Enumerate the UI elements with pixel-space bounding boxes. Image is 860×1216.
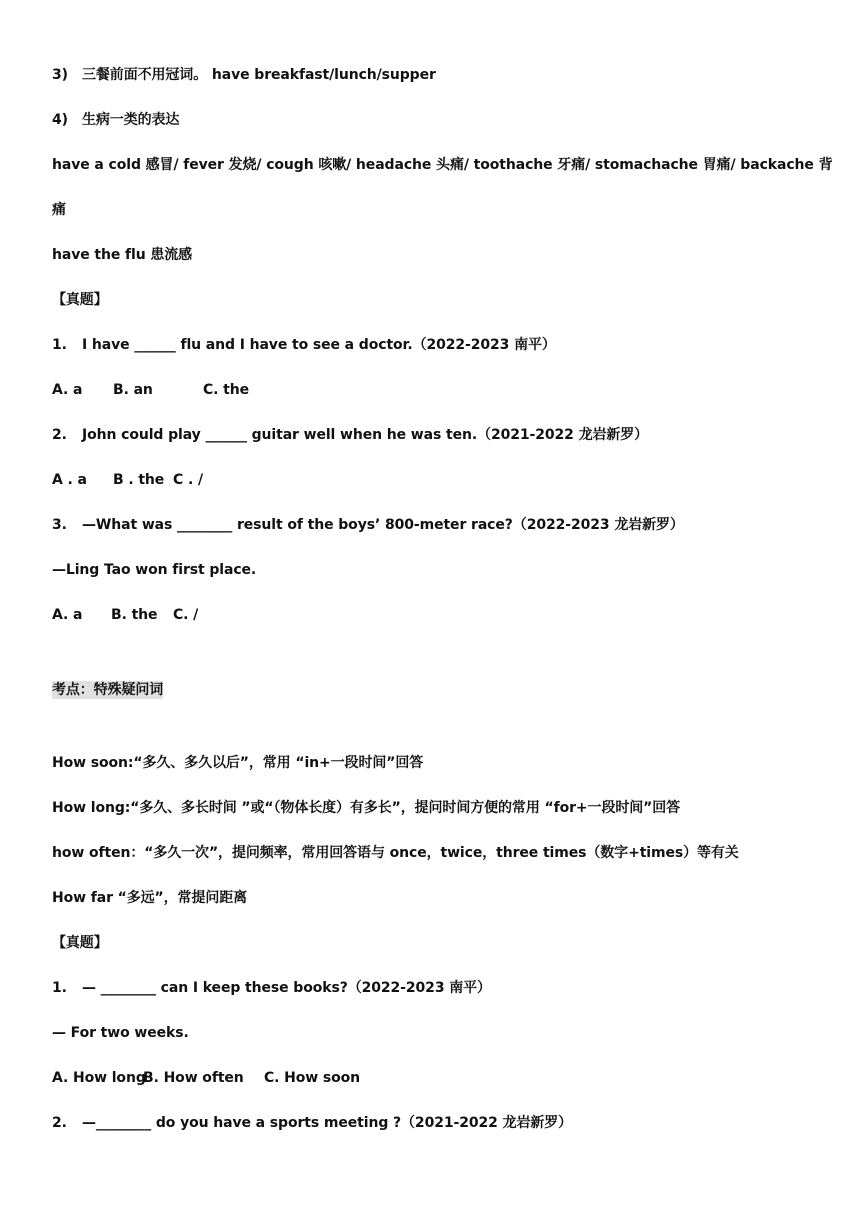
question-4-number: 1. xyxy=(52,980,67,996)
rule-3-number: 3) xyxy=(52,67,68,83)
rule-3-text: 三餐前面不用冠词。 have breakfast/lunch/supper xyxy=(82,67,436,83)
rule-3-line xyxy=(52,65,436,85)
question-1-option-c: C. the xyxy=(203,382,250,398)
how-soon-explanation: How soon:“多久、多久以后”，常用 “in+一段时间”回答 xyxy=(52,755,424,771)
question-2-option-c: C . / xyxy=(173,472,203,488)
rule-4-text: 生病一类的表达 xyxy=(82,112,180,128)
question-4-options xyxy=(52,1068,360,1088)
illness-expressions-continued: 痛 xyxy=(52,202,66,218)
section-heading-text: 考点：特殊疑问词 xyxy=(52,682,164,698)
question-4-option-c: C. How soon xyxy=(264,1070,361,1086)
question-3-number: 3. xyxy=(52,517,67,533)
question-4-option-b: B. How often xyxy=(143,1070,244,1086)
question-2-text: John could play ______ guitar well when he was ten.（2021-2022 龙岩新罗） xyxy=(82,427,649,443)
how-often-explanation: how often：“多久一次”，提问频率，常用回答语与 once，twice，three times（数字+times）等有关 xyxy=(52,845,739,861)
question-3-options xyxy=(52,605,198,625)
question-4-answer: — For two weeks. xyxy=(52,1025,189,1041)
question-3-option-b: B. the xyxy=(111,607,158,623)
flu-expression-line: have the flu 患流感 xyxy=(52,247,193,263)
illness-expressions-line: have a cold 感冒/ fever 发烧/ cough 咳嗽/ headache 头痛/ toothache 牙痛/ stomachache 胃痛/ backache 背 xyxy=(52,157,833,173)
question-5-text: —________ do you have a sports meeting ?（2021-2022 龙岩新罗） xyxy=(82,1115,573,1131)
question-5-number: 2. xyxy=(52,1115,67,1131)
how-far-explanation: How far “多远”，常提问距离 xyxy=(52,890,248,906)
question-2-option-a: A . a xyxy=(52,472,87,488)
question-1-text: I have ______ flu and I have to see a doctor.（2022-2023 南平） xyxy=(82,337,556,353)
exam-questions-heading-1: 【真题】 xyxy=(52,292,108,308)
exam-questions-heading-2: 【真题】 xyxy=(52,935,108,951)
rule-4-line xyxy=(52,110,179,130)
question-1-option-b: B. an xyxy=(113,382,153,398)
question-1 xyxy=(52,335,556,355)
question-3-answer: —Ling Tao won first place. xyxy=(52,562,257,578)
question-1-number: 1. xyxy=(52,337,67,353)
question-4-text: — ________ can I keep these books?（2022-2023 南平） xyxy=(82,980,491,996)
question-5 xyxy=(52,1113,572,1133)
rule-4-number: 4) xyxy=(52,112,68,128)
section-heading xyxy=(52,680,163,700)
question-2 xyxy=(52,425,648,445)
question-2-number: 2. xyxy=(52,427,67,443)
question-3-text: —What was ________ result of the boys’ 800-meter race?（2022-2023 龙岩新罗） xyxy=(82,517,684,533)
question-3-option-a: A. a xyxy=(52,607,83,623)
question-3 xyxy=(52,515,684,535)
question-1-options xyxy=(52,380,249,400)
question-2-option-b: B . the xyxy=(113,472,165,488)
how-long-explanation: How long:“多久、多长时间 ”或“（物体长度）有多长”，提问时间方便的常用 “for+一段时间”回答 xyxy=(52,800,681,816)
question-4 xyxy=(52,978,491,998)
question-2-options xyxy=(52,470,203,490)
question-4-option-a: A. How long xyxy=(52,1070,146,1086)
question-3-option-c: C. / xyxy=(173,607,199,623)
question-1-option-a: A. a xyxy=(52,382,83,398)
